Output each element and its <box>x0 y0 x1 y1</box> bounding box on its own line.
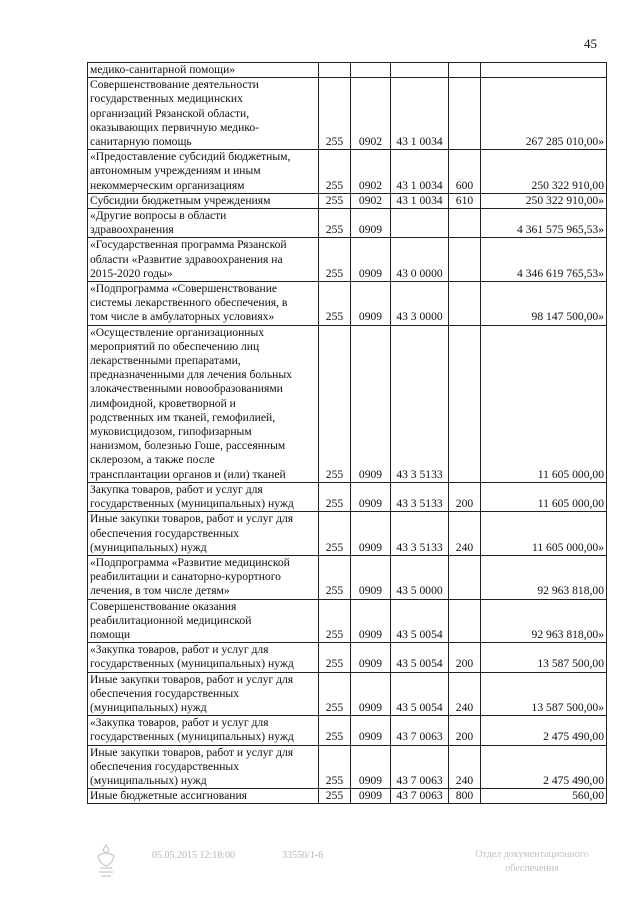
cell-name: Иные бюджетные ассигнования <box>88 789 319 804</box>
cell-section-code: 0909 <box>351 512 391 556</box>
cell-expense-type <box>449 599 481 643</box>
table-row <box>88 599 607 643</box>
budget-table <box>87 62 607 804</box>
cell-amount: 2 475 490,00 <box>481 745 607 789</box>
table-row <box>88 282 607 326</box>
cell-admin-code: 255 <box>319 482 351 511</box>
cell-expense-type: 240 <box>449 672 481 716</box>
cell-amount: 560,00 <box>481 789 607 804</box>
cell-section-code: 0909 <box>351 716 391 745</box>
cell-section-code: 0909 <box>351 599 391 643</box>
cell-amount: 11 605 000,00 <box>481 482 607 511</box>
cell-name: «Государственная программа Рязанской области «Развитие здравоохранения на 2015-2020 годы» <box>88 238 319 282</box>
cell-target-code: 43 5 0054 <box>391 672 449 716</box>
cell-admin-code: 255 <box>319 789 351 804</box>
cell-name: Закупка товаров, работ и услуг для государственных (муниципальных) нужд <box>88 482 319 511</box>
cell-section-code: 0909 <box>351 745 391 789</box>
cell-admin-code: 255 <box>319 150 351 194</box>
cell-admin-code: 255 <box>319 555 351 599</box>
table-row <box>88 482 607 511</box>
cell-amount: 92 963 818,00 <box>481 555 607 599</box>
cell-amount: 11 605 000,00» <box>481 512 607 556</box>
table-row <box>88 643 607 672</box>
cell-section-code: 0909 <box>351 555 391 599</box>
cell-amount: 250 322 910,00 <box>481 150 607 194</box>
cell-expense-type: 240 <box>449 745 481 789</box>
verification-stamp <box>452 848 612 876</box>
cell-name: медико-санитарной помощи» <box>88 63 319 78</box>
cell-admin-code: 255 <box>319 193 351 208</box>
cell-target-code: 43 5 0054 <box>391 599 449 643</box>
cell-target-code: 43 7 0063 <box>391 789 449 804</box>
cell-section-code <box>351 63 391 78</box>
cell-name: Совершенствование деятельности государственных медицинских организаций Рязанской области, оказывающих первичную медико- санитарную помощь <box>88 78 319 150</box>
table-row <box>88 78 607 150</box>
cell-target-code: 43 3 5133 <box>391 512 449 556</box>
cell-admin-code: 255 <box>319 716 351 745</box>
cell-section-code: 0909 <box>351 643 391 672</box>
cell-target-code: 43 7 0063 <box>391 716 449 745</box>
budget-table-body <box>88 63 607 804</box>
verification-stamp-line1: Отдел документационного <box>475 849 589 860</box>
cell-expense-type <box>449 282 481 326</box>
cell-amount: 4 361 575 965,53» <box>481 209 607 238</box>
verification-stamp-line2: обеспечения <box>505 863 559 874</box>
cell-amount <box>481 63 607 78</box>
cell-expense-type <box>449 238 481 282</box>
cell-section-code: 0909 <box>351 325 391 482</box>
cell-admin-code: 255 <box>319 325 351 482</box>
cell-amount: 250 322 910,00» <box>481 193 607 208</box>
cell-target-code: 43 1 0034 <box>391 193 449 208</box>
cell-target-code <box>391 209 449 238</box>
cell-amount: 98 147 500,00» <box>481 282 607 326</box>
cell-amount: 11 605 000,00 <box>481 325 607 482</box>
cell-section-code: 0909 <box>351 238 391 282</box>
table-row <box>88 63 607 78</box>
cell-name: «Закупка товаров, работ и услуг для государственных (муниципальных) нужд <box>88 716 319 745</box>
cell-section-code: 0909 <box>351 282 391 326</box>
cell-section-code: 0902 <box>351 150 391 194</box>
table-row <box>88 150 607 194</box>
cell-section-code: 0909 <box>351 789 391 804</box>
cell-name: Субсидии бюджетным учреждениям <box>88 193 319 208</box>
cell-expense-type <box>449 555 481 599</box>
cell-expense-type: 800 <box>449 789 481 804</box>
cell-amount: 13 587 500,00 <box>481 643 607 672</box>
table-row <box>88 555 607 599</box>
cell-admin-code: 255 <box>319 282 351 326</box>
table-row <box>88 512 607 556</box>
cell-name: «Другие вопросы в области здравоохранения <box>88 209 319 238</box>
cell-name: Совершенствование оказания реабилитационной медицинской помощи <box>88 599 319 643</box>
table-row <box>88 238 607 282</box>
footer-timestamp: 05.05.2015 12:18:00 <box>152 850 236 861</box>
table-row <box>88 193 607 208</box>
table-row <box>88 209 607 238</box>
table-row <box>88 716 607 745</box>
cell-admin-code: 255 <box>319 78 351 150</box>
cell-target-code <box>391 63 449 78</box>
emblem-stamp-icon <box>92 842 120 882</box>
cell-section-code: 0909 <box>351 209 391 238</box>
cell-expense-type: 200 <box>449 643 481 672</box>
cell-admin-code: 255 <box>319 512 351 556</box>
cell-target-code: 43 5 0054 <box>391 643 449 672</box>
cell-admin-code: 255 <box>319 672 351 716</box>
cell-admin-code: 255 <box>319 238 351 282</box>
cell-name: «Предоставление субсидий бюджетным, автономным учреждениям и иным некоммерческим организациям <box>88 150 319 194</box>
cell-expense-type: 600 <box>449 150 481 194</box>
cell-expense-type <box>449 209 481 238</box>
cell-expense-type: 200 <box>449 482 481 511</box>
cell-amount: 267 285 010,00» <box>481 78 607 150</box>
cell-expense-type: 610 <box>449 193 481 208</box>
cell-expense-type <box>449 325 481 482</box>
cell-admin-code: 255 <box>319 599 351 643</box>
cell-target-code: 43 3 5133 <box>391 482 449 511</box>
cell-name: Иные закупки товаров, работ и услуг для обеспечения государственных (муниципальных) нужд <box>88 672 319 716</box>
cell-target-code: 43 0 0000 <box>391 238 449 282</box>
cell-expense-type: 240 <box>449 512 481 556</box>
cell-section-code: 0902 <box>351 193 391 208</box>
cell-name: «Осуществление организационных мероприятий по обеспечению лиц лекарственными препаратами, предназначенными для лечения больных злокачественными новообразованиями лимфоидной, кроветворной и родственных им тканей, гемофилией, муковисцидозом, гипофизарным нанизмом, болезнью Гоше, рассеянным склерозом, а также после трансплантации органов и (или) тканей <box>88 325 319 482</box>
cell-name: «Закупка товаров, работ и услуг для государственных (муниципальных) нужд <box>88 643 319 672</box>
cell-name: «Подпрограмма «Совершенствование системы лекарственного обеспечения, в том числе в амбулаторных условиях» <box>88 282 319 326</box>
cell-section-code: 0909 <box>351 482 391 511</box>
cell-amount: 13 587 500,00» <box>481 672 607 716</box>
cell-amount: 2 475 490,00 <box>481 716 607 745</box>
cell-target-code: 43 7 0063 <box>391 745 449 789</box>
cell-expense-type <box>449 78 481 150</box>
cell-expense-type <box>449 63 481 78</box>
table-row <box>88 325 607 482</box>
table-row <box>88 672 607 716</box>
cell-amount: 4 346 619 765,53» <box>481 238 607 282</box>
cell-name: «Подпрограмма «Развитие медицинской реабилитации и санаторно-курортного лечения, в том числе детям» <box>88 555 319 599</box>
cell-target-code: 43 1 0034 <box>391 150 449 194</box>
cell-name: Иные закупки товаров, работ и услуг для обеспечения государственных (муниципальных) нужд <box>88 512 319 556</box>
cell-target-code: 43 5 0000 <box>391 555 449 599</box>
cell-target-code: 43 1 0034 <box>391 78 449 150</box>
table-row <box>88 789 607 804</box>
cell-admin-code: 255 <box>319 643 351 672</box>
page-number: 45 <box>584 36 597 51</box>
cell-name: Иные закупки товаров, работ и услуг для обеспечения государственных (муниципальных) нужд <box>88 745 319 789</box>
table-row <box>88 745 607 789</box>
cell-admin-code <box>319 63 351 78</box>
cell-admin-code: 255 <box>319 209 351 238</box>
cell-admin-code: 255 <box>319 745 351 789</box>
cell-section-code: 0909 <box>351 672 391 716</box>
footer-doc-code: 33550/1-6 <box>282 850 324 861</box>
cell-expense-type: 200 <box>449 716 481 745</box>
cell-section-code: 0902 <box>351 78 391 150</box>
cell-amount: 92 963 818,00» <box>481 599 607 643</box>
cell-target-code: 43 3 5133 <box>391 325 449 482</box>
cell-target-code: 43 3 0000 <box>391 282 449 326</box>
